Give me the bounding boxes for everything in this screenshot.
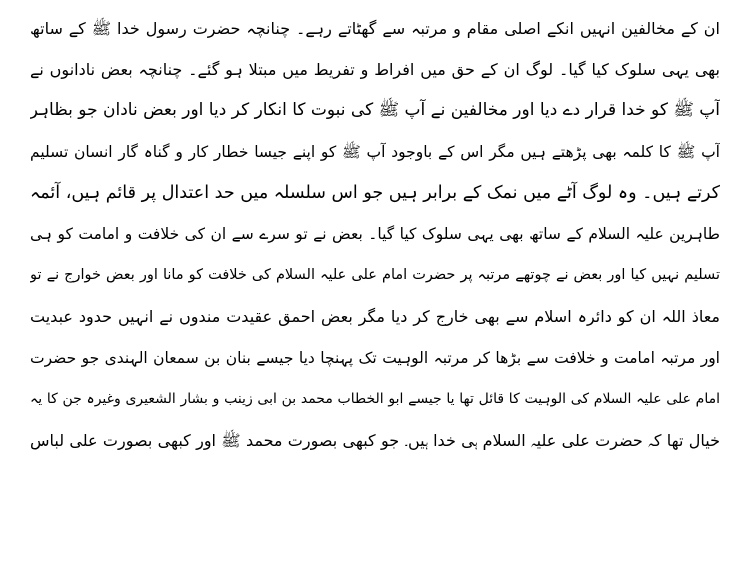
urdu-text-block	[30, 8, 720, 461]
text-line: آپ ﷺ کو خدا قرار دے دیا اور مخالفین نے آپ ﷺ کی نبوت کا انکار کر دیا اور بعض نادان جو بظاہر	[30, 100, 720, 121]
text-line: بھی یہی سلوک کیا گیا۔ لوگ ان کے حق میں افراط و تفریط میں مبتلا ہو گئے۔ چنانچہ بعض نادانوں نے	[30, 60, 720, 80]
text-line: آپ ﷺ کا کلمہ بھی پڑھتے ہیں مگر اس کے باوجود آپ ﷺ کو اپنے جیسا خطار کار و گناہ گار انسان تسلیم	[30, 142, 720, 161]
text-line: امام علی علیہ السلام کی الوہیت کا قائل تھا یا جیسے ابو الخطاب محمد بن ابی زینب و بشار الشعیری وغیرہ جن کا یہ	[30, 390, 720, 407]
text-line: تسلیم نہیں کیا اور بعض نے چوتھے مرتبہ پر حضرت امام علی علیہ السلام کی خلافت کو مانا اور بعض خوارج نے تو	[30, 267, 720, 284]
text-line: معاذ اللہ ان کو دائرہ اسلام سے بھی خارج کر دیا مگر بعض احمق عقیدت مندوں نے انہیں حدود عبدیت	[30, 307, 720, 327]
text-line: طاہرین علیہ السلام کے ساتھ بھی یہی سلوک کیا گیا۔ بعض نے تو سرے سے ان کی خلافت و امامت کو ہی	[30, 224, 720, 243]
text-line: اور مرتبہ امامت و خلافت سے بڑھا کر مرتبہ الوہیت تک پہنچا دیا جیسے بنان بن سمعان الہندی جو حضرت	[30, 348, 720, 367]
text-line: خیال تھا کہ حضرت علی علیہ السلام ہی خدا ہیں۔ جو کبھی بصورت محمد ﷺ اور کبھی بصورت علی لباس	[30, 430, 720, 450]
text-line: کرتے ہیں۔ وہ لوگ آٹے میں نمک کے برابر ہیں جو اس سلسلہ میں حد اعتدال پر قائم ہیں، آئمہ	[30, 182, 720, 203]
text-line: ان کے مخالفین انہیں انکے اصلی مقام و مرتبہ سے گھٹاتے رہے۔ چنانچہ حضرت رسول خدا ﷺ کے ساتھ	[30, 19, 720, 38]
